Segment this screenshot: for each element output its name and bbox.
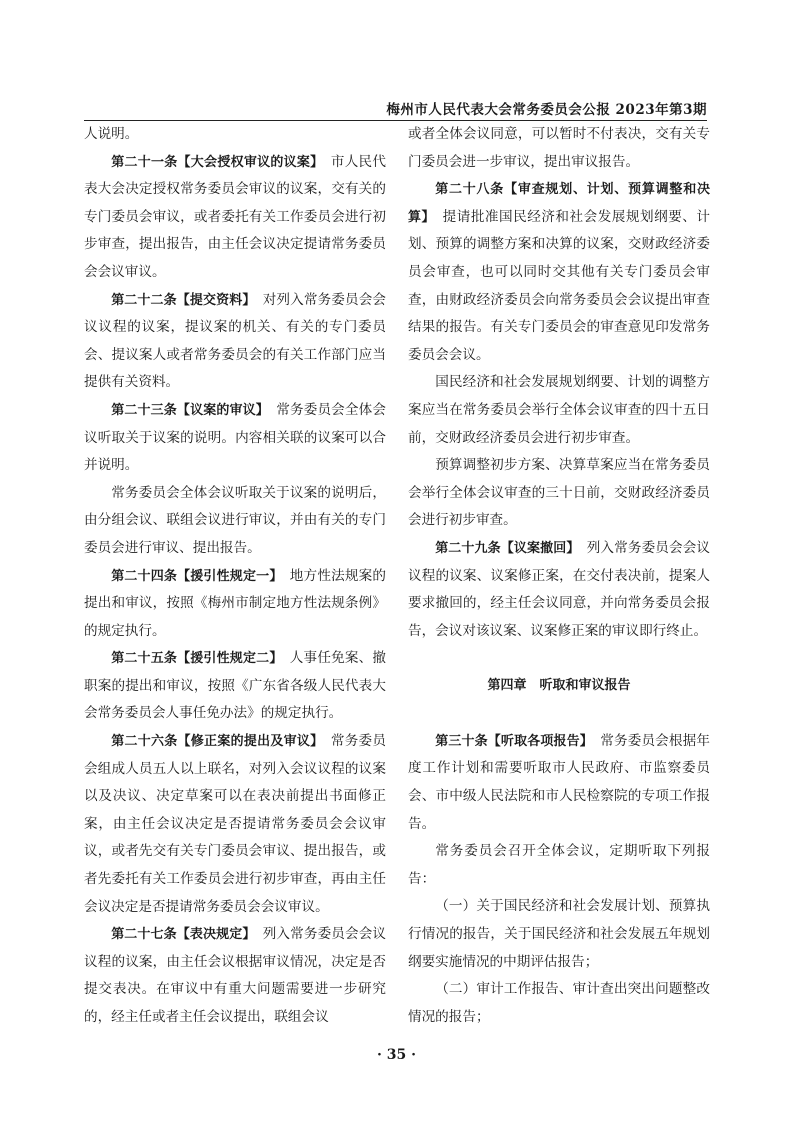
paragraph-continued: 或者全体会议同意，可以暂时不付表决，交有关专门委员会进一步审议，提出审议报告。 (408, 126, 710, 170)
article-title: 第二十一条【大会授权审议的议案】 (111, 154, 317, 170)
page-number: · 35 · (377, 1047, 416, 1063)
article-title: 第二十八条【审查规划、计划、预算调整和决算】 (408, 182, 710, 225)
article-28-para-3: 预算调整初步方案、决算草案应当在常务委员会举行全体会议审查的三十日前，交财政经济委员会进行初步审查。 (408, 457, 710, 529)
chapter-heading: 第四章 听取和审议报告 (487, 678, 631, 694)
article-title: 第二十七条【表决规定】 (111, 927, 249, 943)
page-header (84, 98, 707, 121)
article-text: 市人民代表大会决定授权常务委员会审议的议案，交有关的专门委员会审议，或者委托有关工作委员会进行初步审查，提出报告，由主任会议决定提请常务委员会会议审议。 (84, 153, 387, 280)
paragraph-continued: 人说明。 (84, 126, 139, 142)
list-item-1: （一）关于国民经济和社会发展计划、预算执行情况的报告，关于国民经济和社会发展五年规划纲要实施情况的中期评估报告； (408, 898, 710, 970)
publication-title: 梅州市人民代表大会常务委员会公报 2023年第3期 (386, 102, 707, 118)
article-23 (84, 397, 386, 480)
article-text: 常务委员会组成人员五人以上联名，对列入会议议程的议案以及决议、决定草案可以在表决前提出书面修正案，由主任会议决定是否提请常务委员会会议审议，或者先交有关专门委员会审议、提出报告，或者先委托有关工作委员会进行初步审查，再由主任会议决定是否提请常务委员会会议审议。 (84, 733, 387, 915)
article-27 (84, 921, 386, 1031)
article-title: 第二十二条【提交资料】 (111, 292, 249, 308)
article-25 (84, 645, 386, 728)
article-30-para-2: 常务委员会召开全体会议，定期听取下列报告： (408, 843, 710, 887)
article-title: 第二十三条【议案的审议】 (111, 402, 263, 418)
article-text: 人事任免案、撤职案的提出和审议，按照《广东省各级人民代表大会常务委员会人事任免办法》的规定执行。 (84, 650, 387, 722)
article-24 (84, 563, 386, 646)
article-text: 列入常务委员会会议议程的议案，由主任会议根据审议情况，决定是否提交表决。在审议中有重大问题需要进一步研究的，经主任或者主任会议提出，联组会议 (84, 926, 387, 1025)
article-22 (84, 287, 386, 397)
article-text: 对列入常务委员会会议议程的议案，提议案的机关、有关的专门委员会、提议案人或者常务委员会的有关工作部门应当提供有关资料。 (84, 291, 387, 391)
article-text: 列入常务委员会会议议程的议案、议案修正案，在交付表决前，提案人要求撤回的，经主任会议同意，并向常务委员会报告，会议对该议案、议案修正案的审议即行终止。 (408, 539, 711, 639)
article-text: 常务委员会全体会议听取关于议案的说明。内容相关联的议案可以合并说明。 (84, 401, 387, 474)
left-column (84, 121, 386, 1032)
article-title: 第二十六条【修正案的提出及审议】 (111, 734, 317, 750)
article-title: 第二十五条【援引性规定二】 (111, 651, 276, 667)
article-title: 第二十九条【议案撤回】 (435, 540, 573, 556)
article-30 (408, 728, 710, 838)
right-column (408, 121, 710, 1031)
article-23-para-2: 常务委员会全体会议听取关于议案的说明后，由分组会议、联组会议进行审议，并由有关的专门委员会进行审议、提出报告。 (84, 484, 386, 556)
list-item-2: （二）审计工作报告、审计查出突出问题整改情况的报告； (408, 981, 710, 1025)
article-title: 第二十四条【援引性规定一】 (111, 568, 276, 584)
article-28-para-2: 国民经济和社会发展规划纲要、计划的调整方案应当在常务委员会举行全体会议审查的四十五日前，交财政经济委员会进行初步审查。 (408, 374, 710, 446)
article-text: 提请批准国民经济和社会发展规划纲要、计划、预算的调整方案和决算的议案，交财政经济委员会审查，也可以同时交其他有关专门委员会审查，由财政经济委员会向常务委员会会议提出审查结果的报告。有关专门委员会的审查意见印发常务委员会会议。 (408, 208, 710, 363)
article-text: 常务委员会根据年度工作计划和需要听取市人民政府、市监察委员会、市中级人民法院和市人民检察院的专项工作报告。 (408, 732, 711, 832)
article-text: 地方性法规案的提出和审议，按照《梅州市制定地方性法规条例》的规定执行。 (84, 567, 387, 639)
article-26 (84, 728, 386, 921)
article-21 (84, 149, 386, 287)
article-29 (408, 535, 710, 645)
article-28 (408, 176, 710, 369)
article-title: 第三十条【听取各项报告】 (435, 733, 587, 749)
